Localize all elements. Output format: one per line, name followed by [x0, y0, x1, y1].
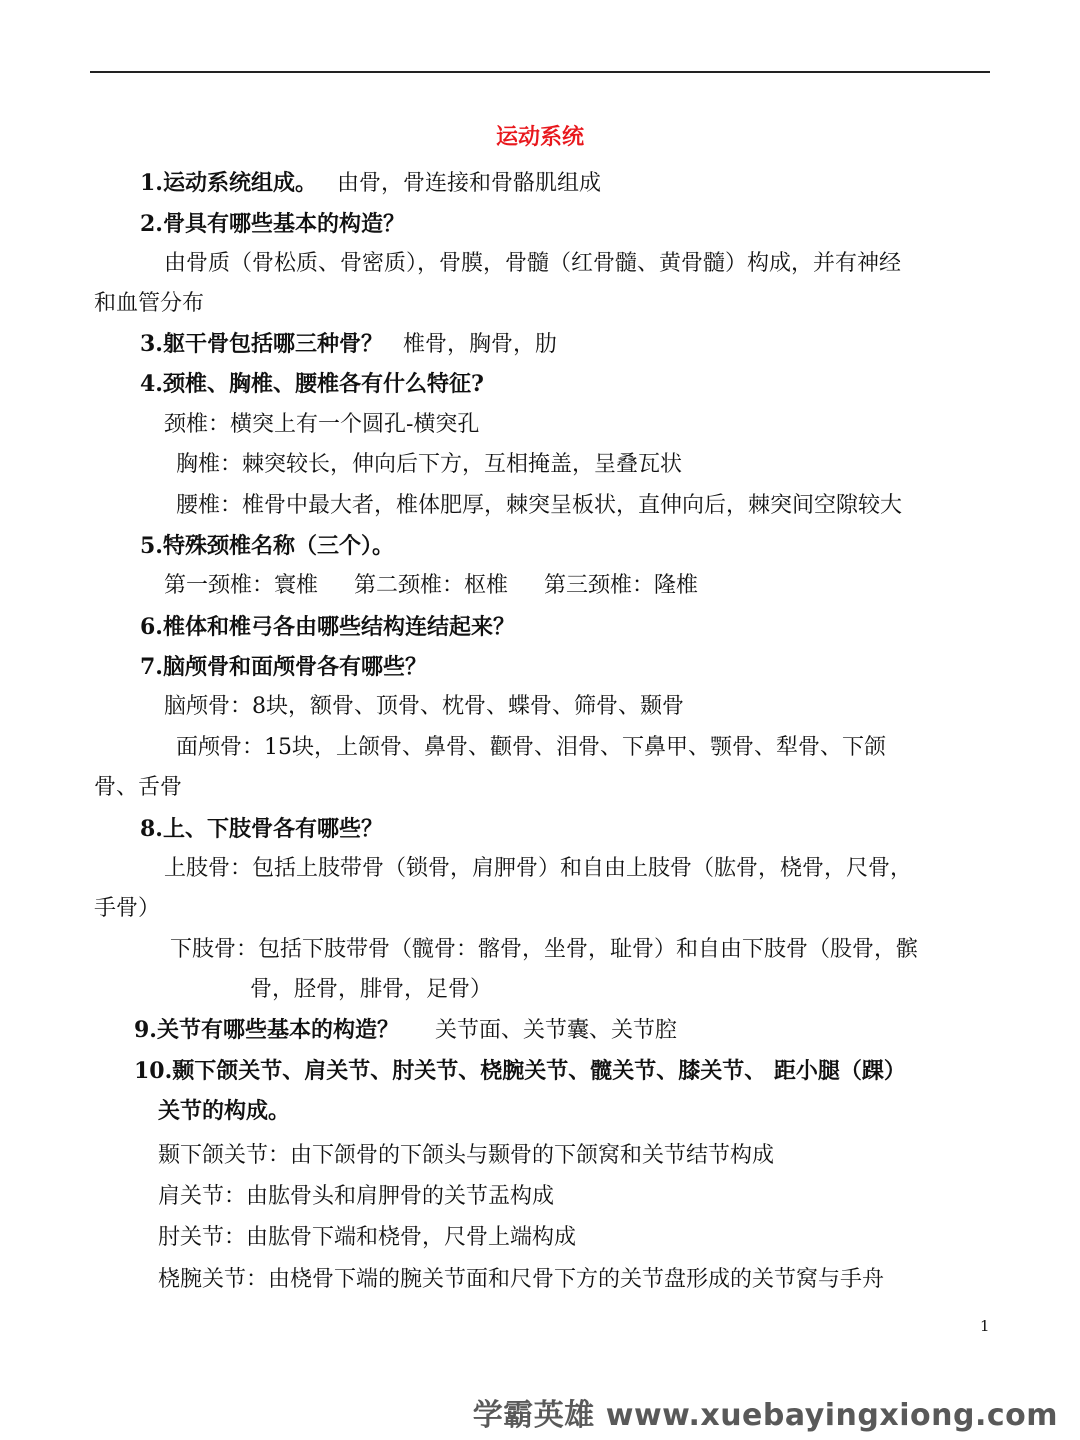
q4-answer-thoracic: 胸椎：棘突较长，伸向后下方，互相掩盖，呈叠瓦状 — [176, 452, 683, 477]
q5-answer-3: 第三颈椎：隆椎 — [544, 573, 699, 598]
q7-answer-facial: 面颅骨：15块，上颌骨、鼻骨、颧骨、泪骨、下鼻甲、颚骨、犁骨、下颌 — [176, 735, 886, 760]
q10-answer-wrist: 桡腕关节：由桡骨下端的腕关节面和尺骨下方的关节盘形成的关节窝与手舟 — [158, 1267, 885, 1292]
q5-answer-1: 第一颈椎：寰椎 — [164, 573, 319, 598]
q1-question: 1.运动系统组成。 — [140, 170, 317, 196]
q10-answer-tmj: 颞下颌关节：由下颌骨的下颌头与颞骨的下颌窝和关节结节构成 — [158, 1143, 775, 1168]
page-title: 运动系统 — [495, 124, 584, 150]
q6-question: 6.椎体和椎弓各由哪些结构连结起来？ — [140, 614, 515, 640]
q10-question-2: 关节的构成。 — [158, 1098, 291, 1124]
q10-answer-elbow: 肘关节：由肱骨下端和桡骨，尺骨上端构成 — [158, 1225, 577, 1250]
header-rule — [90, 71, 990, 73]
watermark: 学霸英雄 www.xuebayingxiong.com — [472, 1398, 1058, 1433]
q10-question-1: 10.颞下颌关节、肩关节、肘关节、桡腕关节、髋关节、膝关节、 距小腿（踝） — [134, 1058, 906, 1084]
q7-answer-cranial: 脑颅骨：8块，额骨、顶骨、枕骨、蝶骨、筛骨、颞骨 — [164, 694, 684, 719]
q8-answer-lower: 下肢骨：包括下肢带骨（髋骨：髂骨，坐骨，耻骨）和自由下肢骨（股骨，髌 — [170, 937, 919, 962]
q8-answer-upper: 上肢骨：包括上肢带骨（锁骨，肩胛骨）和自由上肢骨（肱骨，桡骨，尺骨， — [164, 856, 913, 881]
q8-answer-lower-cont: 骨，胫骨，腓骨，足骨） — [250, 977, 493, 1002]
q7-question: 7.脑颅骨和面颅骨各有哪些？ — [140, 654, 427, 680]
q8-question: 8.上、下肢骨各有哪些？ — [140, 816, 383, 842]
q5-answer-line — [164, 570, 698, 602]
q2-question: 2.骨具有哪些基本的构造？ — [140, 211, 405, 237]
q4-answer-lumbar: 腰椎：椎骨中最大者，椎体肥厚，棘突呈板状，直伸向后，棘突间空隙较大 — [176, 493, 903, 518]
q4-answer-cervical: 颈椎：横突上有一个圆孔-横突孔 — [164, 412, 480, 437]
q9-line — [134, 1014, 677, 1047]
q3-question: 3.躯干骨包括哪三种骨？ — [140, 331, 383, 357]
q2-answer-2: 和血管分布 — [94, 291, 205, 316]
q8-answer-upper-cont: 手骨） — [94, 896, 161, 921]
page-number: 1 — [980, 1317, 990, 1335]
q4-question: 4.颈椎、胸椎、腰椎各有什么特征? — [140, 371, 484, 397]
q10-answer-shoulder: 肩关节：由肱骨头和肩胛骨的关节盂构成 — [158, 1184, 555, 1209]
q1-answer: 由骨，骨连接和骨骼肌组成 — [336, 171, 601, 196]
q7-answer-facial-cont: 骨、舌骨 — [94, 775, 183, 800]
q9-question: 9.关节有哪些基本的构造？ — [134, 1017, 399, 1043]
q3-answer: 椎骨，胸骨，肋 — [402, 332, 557, 357]
q5-question: 5.特殊颈椎名称（三个）。 — [140, 533, 394, 559]
q9-answer: 关节面、关节囊、关节腔 — [434, 1018, 677, 1043]
q5-answer-2: 第二颈椎：枢椎 — [354, 573, 509, 598]
q3-line — [140, 328, 557, 361]
q2-answer-1: 由骨质（骨松质、骨密质），骨膜，骨髓（红骨髓、黄骨髓）构成，并有神经 — [164, 251, 902, 276]
q1-line — [140, 167, 601, 200]
